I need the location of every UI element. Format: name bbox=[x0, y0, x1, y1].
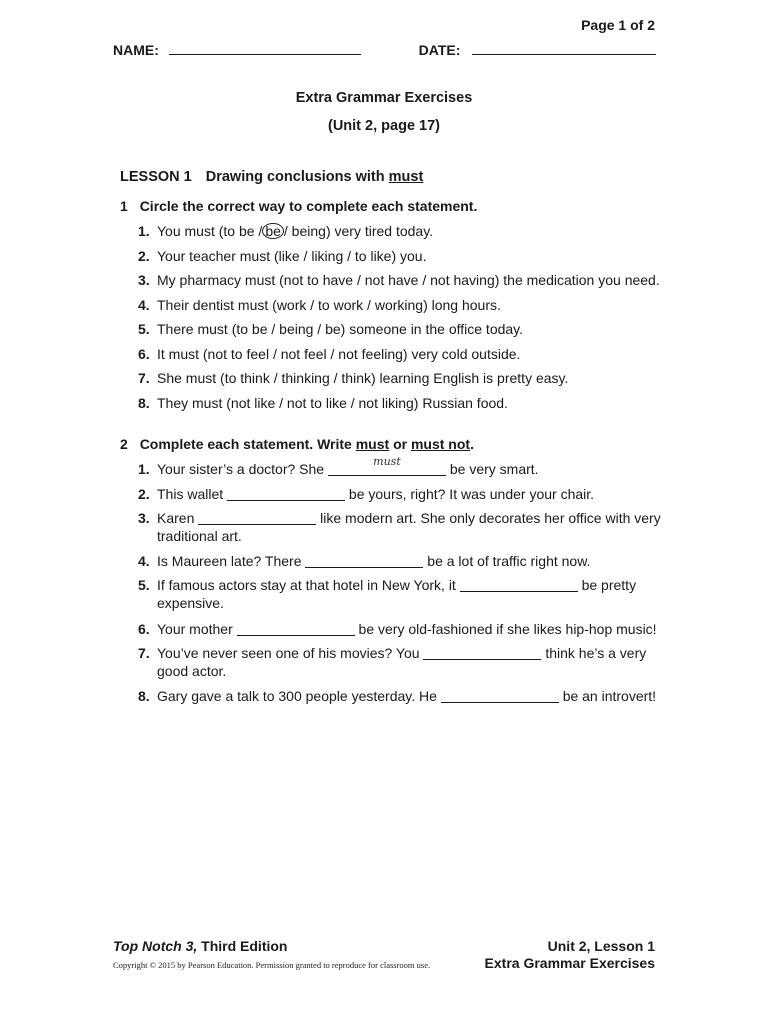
exercise-2-item bbox=[138, 455, 668, 478]
exercise-2-item bbox=[138, 576, 668, 612]
exercise-2-item bbox=[138, 552, 668, 570]
answer-blank[interactable] bbox=[441, 688, 559, 703]
exercise-2-instruction-text: Complete each statement. Write bbox=[139, 436, 352, 452]
answer-blank[interactable] bbox=[460, 577, 578, 592]
book-name: Top Notch 3, bbox=[113, 938, 198, 954]
item-number: 8. bbox=[138, 688, 150, 704]
answer-blank[interactable] bbox=[328, 455, 446, 476]
handwritten-answer: must bbox=[373, 455, 401, 468]
circled-answer: be bbox=[262, 223, 284, 239]
item-text: be a lot of traffic right now. bbox=[427, 553, 591, 569]
item-number: 6. bbox=[138, 346, 150, 362]
answer-blank[interactable] bbox=[227, 486, 345, 501]
answer-blank[interactable] bbox=[423, 645, 541, 660]
item-text: Your mother bbox=[157, 621, 233, 637]
item-number: 5. bbox=[138, 321, 150, 337]
item-number: 2. bbox=[138, 248, 150, 264]
exercise-1-item bbox=[138, 222, 668, 240]
exercise-1-number: 1 bbox=[120, 198, 128, 214]
exercise-2-number: 2 bbox=[120, 436, 128, 452]
answer-blank[interactable] bbox=[198, 510, 316, 525]
page-number: Page 1 of 2 bbox=[581, 17, 655, 33]
footer-section: Extra Grammar Exercises bbox=[484, 955, 655, 971]
item-text: You’ve never seen one of his movies? You bbox=[157, 645, 420, 661]
exercise-1-item bbox=[138, 271, 668, 289]
lesson-topic-keyword: must bbox=[388, 169, 424, 185]
item-number: 5. bbox=[138, 577, 150, 593]
item-text: They must (not like / not to like / not liking) Russian food. bbox=[157, 395, 508, 411]
item-number: 1. bbox=[138, 223, 150, 239]
date-blank-line bbox=[472, 42, 656, 55]
item-text: Karen bbox=[157, 510, 195, 526]
item-text: Your teacher must (like / liking / to like) you. bbox=[157, 248, 427, 264]
name-blank-line bbox=[169, 42, 361, 55]
item-text: If famous actors stay at that hotel in New York, it bbox=[157, 577, 456, 593]
exercise-1-item bbox=[138, 345, 668, 363]
instruction-period: . bbox=[470, 436, 474, 452]
item-text: You must (to be / bbox=[157, 223, 263, 239]
footer-unit: Unit 2, Lesson 1 bbox=[547, 938, 655, 954]
answer-blank[interactable] bbox=[237, 621, 355, 636]
exercise-2-item bbox=[138, 644, 668, 680]
exercise-2-instruction bbox=[120, 436, 474, 452]
item-text: Your sister’s a doctor? She bbox=[157, 461, 325, 477]
item-text: be yours, right? It was under your chair. bbox=[348, 486, 595, 502]
name-label: NAME: bbox=[113, 42, 159, 58]
lesson-topic: Drawing conclusions with bbox=[205, 169, 385, 185]
item-text: be pretty expensive. bbox=[157, 577, 637, 611]
lesson-heading bbox=[120, 169, 423, 185]
item-text: be an introvert! bbox=[562, 688, 657, 704]
exercise-2-item bbox=[138, 509, 668, 545]
footer-book-title bbox=[113, 938, 287, 954]
item-text: This wallet bbox=[157, 486, 224, 502]
copyright-notice: Copyright © 2015 by Pearson Education. Permission granted to reproduce for classroom use. bbox=[113, 960, 431, 970]
exercise-2-item bbox=[138, 620, 668, 638]
answer-blank[interactable] bbox=[305, 553, 423, 568]
item-number: 2. bbox=[138, 486, 150, 502]
item-text: Is Maureen late? There bbox=[157, 553, 302, 569]
item-number: 7. bbox=[138, 645, 150, 661]
exercise-2-item bbox=[138, 485, 668, 503]
item-text: She must (to think / thinking / think) learning English is pretty easy. bbox=[157, 370, 569, 386]
exercise-1-instruction-text: Circle the correct way to complete each statement. bbox=[139, 198, 478, 214]
item-text: like modern art. She only decorates her office with very traditional art. bbox=[157, 510, 661, 544]
item-text: My pharmacy must (not to have / not have / not having) the medication you need. bbox=[157, 272, 660, 288]
footer-unit-info bbox=[485, 938, 655, 972]
name-date-row bbox=[113, 42, 656, 58]
lesson-label: LESSON 1 bbox=[120, 169, 192, 185]
item-number: 6. bbox=[138, 621, 150, 637]
exercise-1-item bbox=[138, 247, 668, 265]
exercise-1-instruction bbox=[120, 198, 477, 214]
item-text: There must (to be / being / be) someone in the office today. bbox=[157, 321, 524, 337]
keyword-must-not: must not bbox=[410, 436, 471, 452]
item-number: 1. bbox=[138, 461, 150, 477]
item-text: be very smart. bbox=[449, 461, 539, 477]
item-text: think he’s a very good actor. bbox=[157, 645, 647, 679]
item-text: It must (not to feel / not feel / not feeling) very cold outside. bbox=[157, 346, 521, 362]
item-number: 3. bbox=[138, 272, 150, 288]
item-text: / being) very tired today. bbox=[283, 223, 434, 239]
item-text: Gary gave a talk to 300 people yesterday. He bbox=[157, 688, 437, 704]
item-number: 4. bbox=[138, 553, 150, 569]
exercise-1-item bbox=[138, 394, 668, 412]
item-text: be very old-fashioned if she likes hip-hop music! bbox=[358, 621, 657, 637]
worksheet-title: Extra Grammar Exercises bbox=[295, 90, 473, 106]
date-label: DATE: bbox=[418, 42, 461, 58]
item-number: 8. bbox=[138, 395, 150, 411]
exercise-1-item bbox=[138, 369, 668, 387]
item-text: Their dentist must (work / to work / working) long hours. bbox=[157, 297, 501, 313]
keyword-must: must bbox=[355, 436, 390, 452]
item-number: 4. bbox=[138, 297, 150, 313]
item-number: 3. bbox=[138, 510, 150, 526]
exercise-1-item bbox=[138, 296, 668, 314]
keyword-or: or bbox=[393, 436, 408, 452]
book-edition: Third Edition bbox=[197, 938, 288, 954]
item-number: 7. bbox=[138, 370, 150, 386]
exercise-1-item bbox=[138, 320, 668, 338]
worksheet-subtitle: (Unit 2, page 17) bbox=[328, 118, 440, 134]
exercise-2-item bbox=[138, 687, 668, 705]
